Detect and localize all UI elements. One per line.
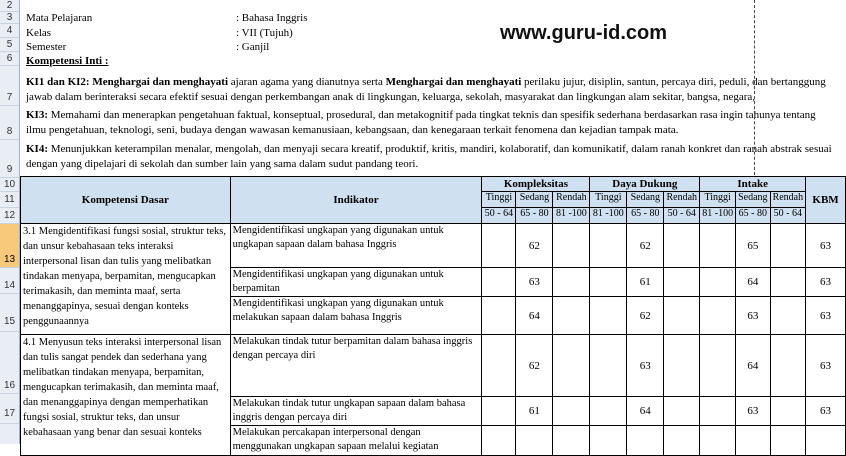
- row-number[interactable]: 5: [0, 38, 19, 52]
- kbm-cell[interactable]: 63: [806, 268, 846, 297]
- row-number[interactable]: 15: [0, 294, 19, 332]
- indikator-header[interactable]: Indikator: [230, 177, 482, 224]
- value-cell[interactable]: [482, 268, 516, 297]
- kbm-cell[interactable]: 63: [806, 297, 846, 335]
- value-cell[interactable]: [736, 426, 770, 456]
- value-cell[interactable]: 62: [627, 297, 664, 335]
- value-cell[interactable]: [590, 224, 627, 268]
- value-cell[interactable]: [482, 297, 516, 335]
- value-cell[interactable]: [590, 268, 627, 297]
- value-cell[interactable]: [482, 426, 516, 456]
- range-cell[interactable]: 65 - 80: [736, 208, 770, 224]
- value-cell[interactable]: 62: [516, 224, 553, 268]
- value-cell[interactable]: [627, 426, 664, 456]
- row-number[interactable]: 3: [0, 12, 19, 24]
- range-cell[interactable]: 50 - 64: [770, 208, 806, 224]
- tinggi-cell[interactable]: Tinggi: [590, 192, 627, 208]
- indikator-cell[interactable]: Melakukan tindak tutur berpamitan dalam bahasa inggris dengan percaya diri: [230, 335, 482, 397]
- kbm-cell[interactable]: 63: [806, 224, 846, 268]
- ki12-emphasis-1: Menghargai dan menghayati: [92, 76, 229, 88]
- value-cell[interactable]: [553, 397, 590, 426]
- value-cell[interactable]: 64: [516, 297, 553, 335]
- kbm-header[interactable]: KBM: [806, 177, 846, 224]
- page-break-line: [754, 0, 755, 180]
- row-number[interactable]: 16: [0, 332, 19, 394]
- row-header-column: [0, 0, 20, 444]
- kd-header[interactable]: Kompetensi Dasar: [21, 177, 231, 224]
- ki3-paragraph: [26, 108, 838, 138]
- indikator-cell[interactable]: Melakukan tindak tutur ungkapan sapaan dalam bahasa inggris dengan percaya diri: [230, 397, 482, 426]
- value-cell[interactable]: [770, 397, 806, 426]
- sheet-content: [20, 0, 846, 452]
- value-cell[interactable]: [516, 426, 553, 456]
- ki4-paragraph: [26, 142, 838, 172]
- value-cell[interactable]: 61: [516, 397, 553, 426]
- value-cell[interactable]: 64: [736, 335, 770, 397]
- value-cell[interactable]: 62: [627, 224, 664, 268]
- ki4-label: KI4:: [26, 143, 48, 155]
- mapel-label: Mata Pelajaran: [26, 12, 93, 24]
- value-cell[interactable]: [482, 397, 516, 426]
- value-cell[interactable]: [664, 297, 700, 335]
- range-cell[interactable]: 81 -100: [700, 208, 736, 224]
- sedang-cell[interactable]: Sedang: [736, 192, 770, 208]
- ki12-emphasis-2: Menghargai dan menghayati: [385, 76, 522, 88]
- value-cell[interactable]: 62: [516, 335, 553, 397]
- row-number[interactable]: 7: [0, 66, 19, 106]
- tinggi-cell[interactable]: Tinggi: [700, 192, 736, 208]
- value-cell[interactable]: [700, 297, 736, 335]
- value-cell[interactable]: [553, 335, 590, 397]
- value-cell[interactable]: [700, 335, 736, 397]
- ki3-label: KI3:: [26, 109, 48, 121]
- value-cell[interactable]: [770, 335, 806, 397]
- indikator-cell[interactable]: Mengidentifikasi ungkapan yang digunakan untuk ungkapan sapaan dalam bahasa Inggris: [230, 224, 482, 268]
- tinggi-cell[interactable]: Tinggi: [482, 192, 516, 208]
- row-number[interactable]: 4: [0, 24, 19, 38]
- semester-label: Semester: [26, 41, 67, 53]
- value-cell[interactable]: 63: [627, 335, 664, 397]
- indikator-cell[interactable]: Melakukan percakapan interpersonal dengan menggunakan ungkapan sapaan melalui kegiatan: [230, 426, 482, 456]
- rendah-cell[interactable]: Rendah: [553, 192, 590, 208]
- value-cell[interactable]: [664, 268, 700, 297]
- value-cell[interactable]: [700, 268, 736, 297]
- row-number[interactable]: 8: [0, 106, 19, 140]
- ki4-text: Menunjukkan keterampilan menalar, mengolah, dan menyaji secara kreatif, produktif, kritis, mandiri, kolaboratif, dan komunikatif, dalam ranah konkret dan ranah abstrak sesuai dengan yang dipelajari di sekolah dan sumber lain yang sama dalam sudut pandang teori.: [26, 143, 832, 170]
- value-cell[interactable]: 63: [516, 268, 553, 297]
- rendah-cell[interactable]: Rendah: [770, 192, 806, 208]
- ki12-mid: ajaran agama yang dianutnya serta: [228, 76, 386, 88]
- value-cell[interactable]: [700, 224, 736, 268]
- value-cell[interactable]: [590, 335, 627, 397]
- value-cell[interactable]: [590, 297, 627, 335]
- value-cell[interactable]: [770, 224, 806, 268]
- row-number[interactable]: 10: [0, 178, 19, 192]
- range-cell[interactable]: 50 - 64: [664, 208, 700, 224]
- value-cell[interactable]: [700, 426, 736, 456]
- row-number[interactable]: 17: [0, 394, 19, 424]
- value-cell[interactable]: [553, 426, 590, 456]
- row-number[interactable]: 2: [0, 0, 19, 12]
- indikator-cell[interactable]: Mengidentifikasi ungkapan yang digunakan untuk melakukan sapaan dalam bahasa Inggris: [230, 297, 482, 335]
- row-number[interactable]: 12: [0, 208, 19, 224]
- kelas-value: : VII (Tujuh): [236, 27, 293, 39]
- kbm-cell[interactable]: 63: [806, 397, 846, 426]
- value-cell[interactable]: [770, 297, 806, 335]
- ki3-text: Memahami dan menerapkan pengetahuan faktual, konseptual, prosedural, dan metakognitif pada tingkat teknis dan spesifik sederhana berdasarkan rasa ingin tahunya tentang ilmu pengetahuan, teknologi, seni, budaya dengan wawasan kemanusiaan, kebangsaan, dan kenegaraan terkait fenomena dan kejadian tampak mata.: [26, 109, 816, 136]
- sedang-cell[interactable]: Sedang: [627, 192, 664, 208]
- value-cell[interactable]: 63: [736, 397, 770, 426]
- intake-header[interactable]: Intake: [700, 177, 806, 192]
- row-number[interactable]: 11: [0, 192, 19, 208]
- value-cell[interactable]: 63: [736, 297, 770, 335]
- value-cell[interactable]: [553, 297, 590, 335]
- value-cell[interactable]: [664, 224, 700, 268]
- value-cell[interactable]: [590, 397, 627, 426]
- kelas-label: Kelas: [26, 27, 52, 39]
- kd-cell-4-1[interactable]: 4.1 Menyusun teks interaksi interpersonal lisan dan tulis sangat pendek dan sederhana yang melibatkan tindakan menyapa, berpamitan, mengucapkan terimakasih, dan meminta maaf, dan menanggapinya dengan memperhatikan fungsi sosial, struktur teks, dan unsur kebahasaan yang benar dan sesuai konteks: [21, 335, 231, 456]
- value-cell[interactable]: 65: [736, 224, 770, 268]
- range-cell[interactable]: 50 - 64: [482, 208, 516, 224]
- sedang-cell[interactable]: Sedang: [516, 192, 553, 208]
- range-cell[interactable]: 81 -100: [553, 208, 590, 224]
- value-cell[interactable]: [553, 224, 590, 268]
- row-number[interactable]: 6: [0, 52, 19, 66]
- mapel-value: : Bahasa Inggris: [236, 12, 308, 24]
- row-number[interactable]: 9: [0, 140, 19, 178]
- value-cell[interactable]: [553, 268, 590, 297]
- kd-cell-3-1[interactable]: 3.1 Mengidentifikasi fungsi sosial, struktur teks, dan unsur kebahasaan teks interaksi interpersonal lisan dan tulis yang melibatkan tindakan menyapa, berpamitan, mengucapkan terimakasih, dan meminta maaf, serta menanggapinya, sesuai dengan konteks penggunaannya: [21, 224, 231, 335]
- indikator-cell[interactable]: Mengidentifikasi ungkapan yang digunakan untuk berpamitan: [230, 268, 482, 297]
- range-cell[interactable]: 81 -100: [590, 208, 627, 224]
- range-cell[interactable]: 65 - 80: [516, 208, 553, 224]
- value-cell[interactable]: [664, 426, 700, 456]
- daya-dukung-header[interactable]: Daya Dukung: [590, 177, 700, 192]
- value-cell[interactable]: [664, 335, 700, 397]
- ki12-paragraph: [26, 75, 838, 105]
- kompleksitas-header[interactable]: Kompleksitas: [482, 177, 590, 192]
- ki-heading: Kompetensi Inti :: [26, 55, 109, 67]
- value-cell[interactable]: 64: [736, 268, 770, 297]
- watermark: www.guru-id.com: [500, 22, 668, 44]
- value-cell[interactable]: [482, 224, 516, 268]
- value-cell[interactable]: [482, 335, 516, 397]
- semester-value: : Ganjil: [236, 41, 270, 53]
- kkm-table: [20, 176, 846, 456]
- value-cell[interactable]: [664, 397, 700, 426]
- value-cell[interactable]: [700, 397, 736, 426]
- value-cell[interactable]: 61: [627, 268, 664, 297]
- row-number[interactable]: 14: [0, 268, 19, 294]
- value-cell[interactable]: [590, 426, 627, 456]
- ki12-prefix: KI1 dan KI2:: [26, 76, 93, 88]
- range-cell[interactable]: 65 - 80: [627, 208, 664, 224]
- kbm-cell[interactable]: [806, 426, 846, 456]
- row-number-selected[interactable]: 13: [0, 224, 19, 268]
- value-cell[interactable]: 64: [627, 397, 664, 426]
- value-cell[interactable]: [770, 426, 806, 456]
- ki12-rest: perilaku jujur, disiplin, santun, percaya diri, peduli, dan bertanggung jawab dalam berinteraksi secara efektif sesuai dengan perkembangan anak di lingkungan, keluarga, sekolah, masyarakat dan lingkungan alam sekitar, bangsa, negara,: [26, 76, 826, 103]
- rendah-cell[interactable]: Rendah: [664, 192, 700, 208]
- value-cell[interactable]: [770, 268, 806, 297]
- kbm-cell[interactable]: 63: [806, 335, 846, 397]
